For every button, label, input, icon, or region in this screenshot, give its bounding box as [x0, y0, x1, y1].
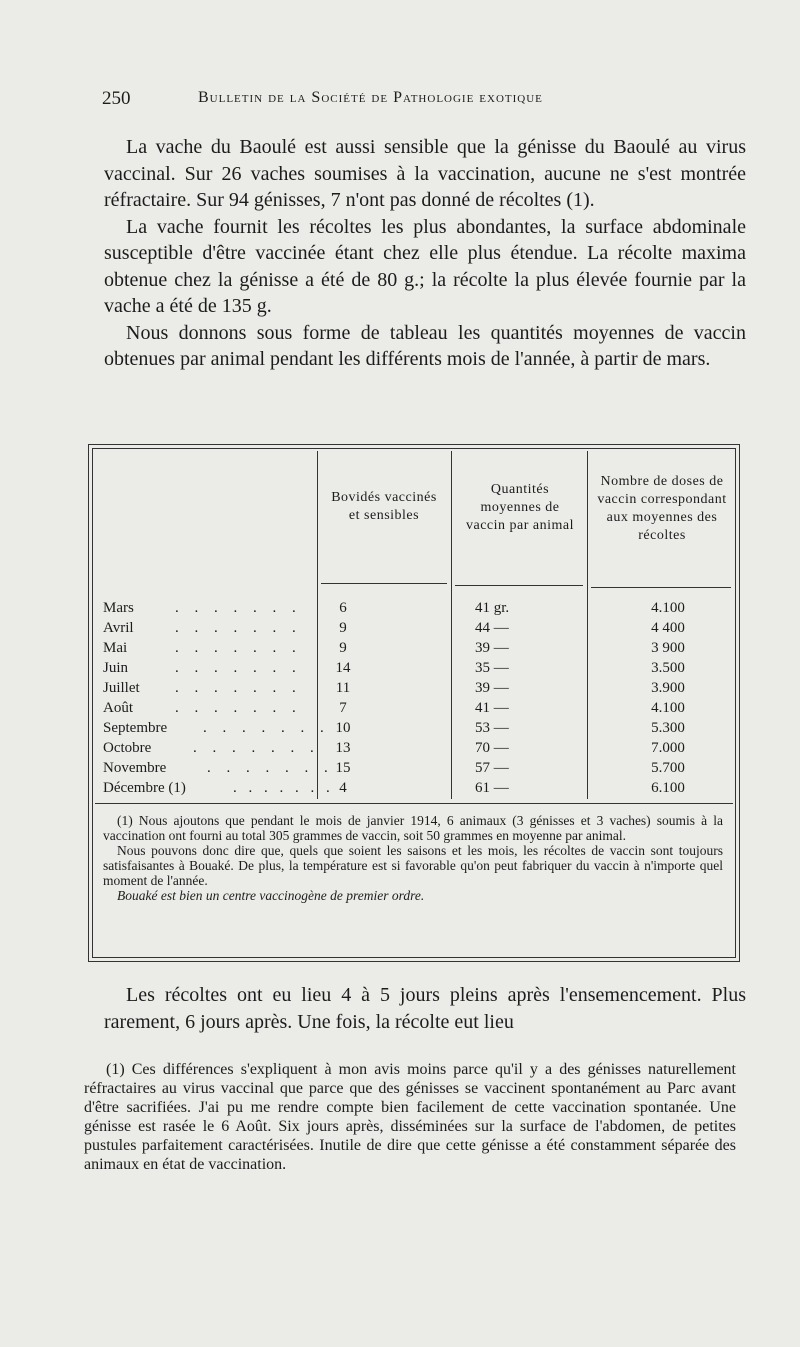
- doses-cell: 5.300: [651, 720, 685, 736]
- footnote-text: (1) Ces différences s'expliquent à mon avis moins parce qu'il y a des génisses naturellement réfractaires au virus vaccinal que parce que des génisses se vaccinent spontanément au Parc avant d'être sacrifiées. J'ai pu me rendre compte bien facilement de cette vaccination spontanée. Une génisse est rasée le 6 Août. Six jours après, disséminées sur la surface de l'abdomen, de petites pustules parfaitement caractérisées. Inutile de dire que cette génisse a été constamment séparée des animaux en état de vaccination.: [84, 1061, 736, 1173]
- doses-cell: 3.900: [651, 680, 685, 696]
- month-cell: Juillet: [103, 680, 140, 696]
- table-row: [103, 619, 723, 637]
- bovides-cell: 14: [335, 660, 351, 676]
- vaccine-table: [88, 444, 740, 962]
- dot-leader: . . . . . . .: [175, 700, 302, 716]
- bovides-cell: 6: [339, 600, 347, 616]
- quantite-cell: 39 —: [475, 680, 509, 696]
- quantite-cell: 57 —: [475, 760, 509, 776]
- month-cell: Octobre: [103, 740, 152, 756]
- header-bovides: Bovidés vaccinés et sensibles: [331, 490, 437, 523]
- paragraph: Nous donnons sous forme de tableau les quantités moyennes de vaccin obtenues par animal pendant les différents mois de l'année, à partir de mars.: [104, 321, 746, 370]
- paragraph: La vache du Baoulé est aussi sensible que la génisse du Baoulé au virus vaccinal. Sur 26 vaches soumises à la vaccination, aucune ne s'est montrée réfractaire. Sur 94 génisses, 7 n'ont pas donné de récoltes (1).: [104, 136, 746, 211]
- bovides-cell: 13: [335, 740, 351, 756]
- dot-leader: . . . . . . .: [175, 620, 302, 636]
- doses-cell: 3.500: [651, 660, 685, 676]
- dot-leader: . . . . . . .: [233, 780, 334, 796]
- doses-cell: 3 900: [651, 640, 685, 656]
- table-row: [103, 599, 723, 617]
- table-row: [103, 759, 723, 777]
- paragraph: Les récoltes ont eu lieu 4 à 5 jours pleins après l'ensemencement. Plus rarement, 6 jours après. Une fois, la récolte eut lieu: [104, 984, 746, 1033]
- bovides-cell: 9: [339, 620, 347, 636]
- running-title: Bulletin de la Société de Pathologie exotique: [198, 89, 543, 106]
- quantite-cell: 39 —: [475, 640, 509, 656]
- month-cell: Juin: [103, 660, 129, 676]
- quantite-cell: 61 —: [475, 780, 509, 796]
- header-rule: [455, 585, 583, 586]
- month-cell: Septembre: [103, 720, 168, 736]
- bovides-cell: 4: [339, 780, 347, 796]
- note-paragraph: Bouaké est bien un centre vaccinogène de premier ordre.: [117, 888, 425, 903]
- dot-leader: . . . . . . .: [175, 680, 302, 696]
- doses-cell: 6.100: [651, 780, 685, 796]
- bovides-cell: 11: [335, 680, 351, 696]
- footnote: [84, 1060, 736, 1174]
- intro-text: [104, 134, 746, 373]
- dot-leader: . . . . . . .: [193, 740, 320, 756]
- dot-leader: . . . . . . .: [175, 600, 302, 616]
- table-row: [103, 639, 723, 657]
- doses-cell: 4.100: [651, 600, 685, 616]
- bovides-cell: 9: [339, 640, 347, 656]
- table-row: [103, 699, 723, 717]
- dot-leader: . . . . . . .: [175, 640, 302, 656]
- quantite-cell: 41 —: [475, 700, 509, 716]
- dot-leader: . . . . . . .: [203, 720, 330, 736]
- table-row: [103, 779, 723, 797]
- bovides-cell: 7: [339, 700, 347, 716]
- month-cell: Août: [103, 700, 133, 716]
- header-doses: Nombre de doses de vaccin correspondant aux moyennes des récoltes: [597, 474, 727, 543]
- bovides-cell: 10: [335, 720, 351, 736]
- note-paragraph: (1) Nous ajoutons que pendant le mois de janvier 1914, 6 animaux (3 génisses et 3 vaches) soumis à la vaccination ont fourni au total 305 grammes de vaccin, soit 50 grammes en moyenne par animal.: [103, 813, 723, 843]
- month-cell: Avril: [103, 620, 134, 636]
- dot-leader: . . . . . . .: [207, 760, 334, 776]
- month-cell: Mai: [103, 640, 128, 656]
- table-row: [103, 739, 723, 757]
- page-number: 250: [102, 88, 131, 109]
- table-row: [103, 679, 723, 697]
- month-cell: Novembre: [103, 760, 167, 776]
- quantite-cell: 41 gr.: [475, 600, 510, 616]
- doses-cell: 4 400: [651, 620, 685, 636]
- note-paragraph: Nous pouvons donc dire que, quels que soient les saisons et les mois, les récoltes de vaccin sont toujours satisfaisantes à Bouaké. De plus, la température est si favorable qu'on peut fabriquer du vaccin à n'importe quel moment de l'année.: [103, 843, 723, 888]
- month-cell: Mars: [103, 600, 134, 616]
- quantite-cell: 70 —: [475, 740, 509, 756]
- paragraph: La vache fournit les récoltes les plus abondantes, la surface abdominale susceptible d'être vaccinée étant chez elle plus étendue. La récolte maxima obtenue chez la génisse a été de 80 g.; la récolte la plus élevée fournie par la vache a été de 135 g.: [104, 215, 746, 317]
- header-rule: [321, 583, 447, 584]
- dot-leader: . . . . . . .: [175, 660, 302, 676]
- bovides-cell: 15: [335, 760, 351, 776]
- table-row: [103, 719, 723, 737]
- header-quantites: Quantités moyennes de vaccin par animal: [465, 482, 574, 533]
- notes-rule: [95, 803, 733, 804]
- quantite-cell: 53 —: [475, 720, 509, 736]
- table-row: [103, 659, 723, 677]
- doses-cell: 4.100: [651, 700, 685, 716]
- quantite-cell: 44 —: [475, 620, 509, 636]
- page-header: [102, 88, 742, 112]
- doses-cell: 7.000: [651, 740, 685, 756]
- month-cell: Décembre (1): [103, 780, 186, 796]
- after-table-text: [104, 982, 746, 1035]
- doses-cell: 5.700: [651, 760, 685, 776]
- table-note: [103, 813, 723, 903]
- header-rule: [591, 587, 731, 588]
- quantite-cell: 35 —: [475, 660, 509, 676]
